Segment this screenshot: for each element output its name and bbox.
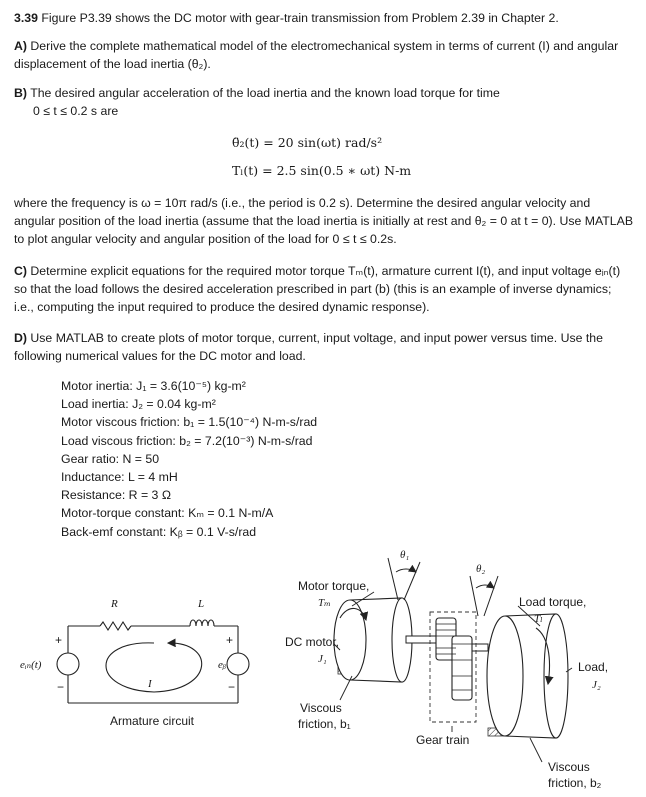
theta2-ref-line <box>470 576 478 616</box>
problem-number: 3.39 <box>14 11 38 25</box>
emf-minus-sign: − <box>228 680 236 694</box>
equation-load-torque: Tₗ(t) = 2.5 sin(0.5 ∗ ωt) N-m <box>232 163 412 178</box>
theta2-line <box>484 576 498 616</box>
theta2-arrow <box>476 585 494 588</box>
part-c-label: C) <box>14 264 27 278</box>
viscous2-label-b: friction, b₂ <box>548 776 602 790</box>
voltage-source-symbol <box>57 653 79 675</box>
viscous1-label-b: friction, b₁ <box>298 717 351 731</box>
theta1-arrow <box>396 569 416 572</box>
part-a-text: Derive the complete mathematical model of the electromechanical system in terms of current (I) and angular displacement of the load inertia (θ₂). <box>14 39 619 71</box>
armature-circuit-label: Armature circuit <box>110 714 195 728</box>
param-resistance: Resistance: R = 3 Ω <box>61 488 172 503</box>
param-motor-inertia: Motor inertia: J₁ = 3.6(10⁻⁵) kg-m² <box>61 379 246 393</box>
param-inductance: Inductance: L = 4 mH <box>61 470 178 485</box>
load-back-face <box>544 614 568 738</box>
dc-motor-figure <box>0 540 646 797</box>
part-d-text: Use MATLAB to create plots of motor torque, current, input voltage, and input power versus time. Use the following numerical values for the DC motor and load. <box>14 331 603 363</box>
load-torque-label: Load torque, <box>519 595 587 609</box>
input-minus-sign: − <box>57 680 65 694</box>
load-inertia-symbol: J₂ <box>592 679 601 691</box>
gear-train-label: Gear train <box>416 733 470 747</box>
load-torque-symbol: Tₗ <box>534 613 543 625</box>
part-b <box>14 84 634 102</box>
load-label: Load, <box>578 660 609 674</box>
dc-motor-label: DC motor, <box>285 635 340 649</box>
problem-title <box>14 9 634 27</box>
emf-plus-sign: + <box>226 633 234 647</box>
param-back-emf-constant: Back-emf constant: Kᵦ = 0.1 V-s/rad <box>61 524 257 539</box>
driven-gear <box>452 636 472 700</box>
resistor-symbol <box>100 622 131 630</box>
param-motor-torque-constant: Motor-torque constant: Kₘ = 0.1 N-m/A <box>61 506 274 521</box>
part-b-line1: The desired angular acceleration of the load inertia and the known load torque for time <box>30 86 500 100</box>
param-load-inertia: Load inertia: J₂ = 0.04 kg-m² <box>61 397 216 412</box>
input-voltage-label: eᵢₙ(t) <box>20 659 42 671</box>
part-c-text: Determine explicit equations for the required motor torque Tₘ(t), armature current I(t), and input voltage eᵢₙ(t) so that the load follows the desired acceleration prescribed in part (b) (this is an example of inverse dynamics; i.e., computing the input required to produce the desired dynamic response). <box>14 264 621 314</box>
viscous1-label-a: Viscous <box>300 701 342 715</box>
part-a <box>14 37 634 73</box>
motor-inertia-symbol: J₁ <box>318 653 327 665</box>
param-load-viscous-friction: Load viscous friction: b₂ = 7.2(10⁻³) N-m-s/rad <box>61 433 313 448</box>
load-front-face <box>487 616 523 736</box>
param-gear-ratio: Gear ratio: N = 50 <box>61 451 160 466</box>
theta1-ref-line <box>388 558 398 600</box>
part-d-label: D) <box>14 331 27 345</box>
part-c <box>14 262 634 316</box>
current-label: I <box>148 678 152 690</box>
theta1-label: θ₁ <box>400 549 410 561</box>
theta1-line <box>404 562 420 600</box>
problem-title-text: Figure P3.39 shows the DC motor with gear-train transmission from Problem 2.39 in Chapter 2. <box>41 11 559 25</box>
load-body <box>487 614 568 738</box>
equation-acceleration: θ̈₂(t) = 20 sin(ωt) rad/s² <box>232 135 383 150</box>
part-d <box>14 329 634 365</box>
back-emf-label: eᵦ <box>218 659 227 671</box>
current-loop-arrow <box>106 643 202 692</box>
motor-torque-symbol: Tₘ <box>318 597 331 609</box>
part-b-text2: where the frequency is ω = 10π rad/s (i.e., the period is 0.2 s). Determine the desired angular velocity and angular position of the load inertia (assume that the load inertia is initially at rest and θ₂ = 0 at t = 0). Use MATLAB to plot angular velocity and angular position of the load for 0 ≤ t ≤ 0.2s. <box>14 196 634 246</box>
parameter-list <box>61 377 317 541</box>
part-b-label: B) <box>14 86 27 100</box>
back-emf-source-symbol <box>227 653 249 675</box>
param-motor-viscous-friction: Motor viscous friction: b₁ = 1.5(10⁻⁴) N-m-s/rad <box>61 415 318 430</box>
motor-torque-label: Motor torque, <box>298 579 370 593</box>
viscous2-label-a: Viscous <box>548 760 590 774</box>
part-b-line2: 0 ≤ t ≤ 0.2 s are <box>33 104 119 118</box>
inductor-label: L <box>198 598 205 610</box>
theta2-label: θ₂ <box>476 563 486 575</box>
inductor-symbol <box>190 620 214 626</box>
dc-motor-body <box>334 598 412 682</box>
part-a-label: A) <box>14 39 27 53</box>
input-plus-sign: + <box>55 633 63 647</box>
resistor-label: R <box>111 598 118 610</box>
